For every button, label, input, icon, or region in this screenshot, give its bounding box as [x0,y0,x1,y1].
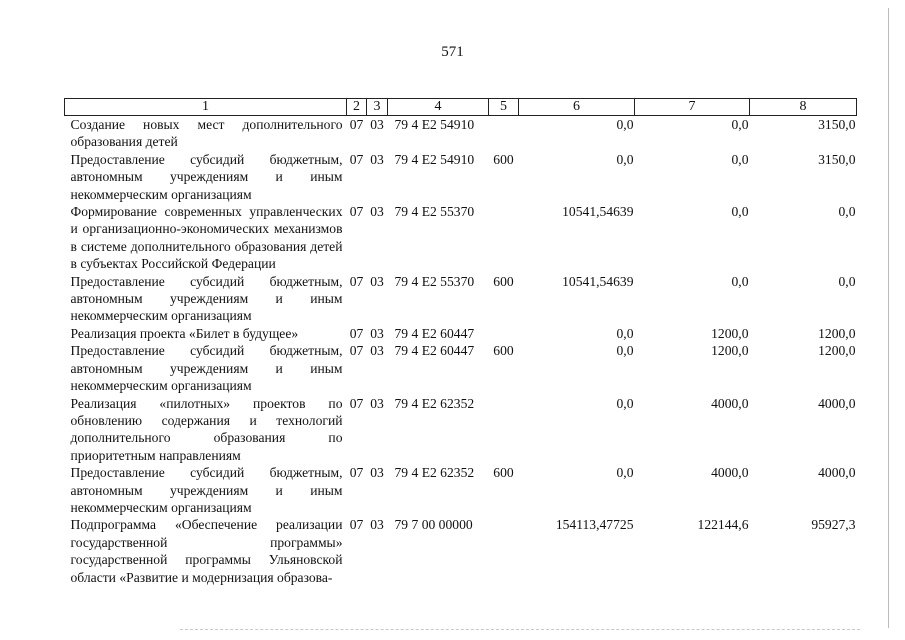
row-expense-type [489,516,519,586]
header-cell-7: 7 [635,99,750,116]
header-cell-1: 1 [65,99,347,116]
row-value-1: 0,0 [616,325,634,341]
row-expense-type [489,116,519,151]
row-name: Создание новых мест дополнительного образования детей [70,117,343,150]
scan-edge-line [888,8,889,628]
budget-table [64,98,857,586]
row-section: 07 [349,325,364,341]
row-target-code: 79 4 E2 55370 [394,204,475,220]
header-cell-5: 5 [489,99,519,116]
row-subsection: 03 [370,343,384,359]
table-row [65,342,857,394]
row-value-2: 0,0 [731,151,749,167]
row-value-1: 10541,54639 [562,273,634,289]
row-value-3: 4000,0 [818,395,856,411]
row-subsection: 03 [370,151,384,167]
row-expense-type: 600 [493,465,514,481]
header-cell-8: 8 [750,99,857,116]
row-value-2: 4000,0 [711,465,749,481]
scan-bottom-line [180,629,860,630]
row-value-3: 3150,0 [818,151,856,167]
row-expense-type: 600 [493,343,514,359]
row-value-2: 0,0 [731,273,749,289]
row-value-3: 3150,0 [818,117,856,132]
row-subsection: 03 [370,395,384,411]
page-number: 571 [441,44,464,60]
row-section: 07 [349,117,364,132]
row-expense-type [489,325,519,342]
row-subsection: 03 [370,465,384,481]
row-value-2: 122144,6 [697,517,749,533]
row-expense-type [489,395,519,465]
row-name: Реализация проекта «Билет в будущее» [70,325,299,341]
row-value-1: 0,0 [616,117,634,132]
row-name: Формирование современных управленческих и организационно-экономических механизмов в системе дополнительного образования детей в субъектах Российской Федерации [70,204,343,272]
header-cell-2: 2 [347,99,367,116]
row-section: 07 [349,273,364,289]
row-target-code: 79 7 00 00000 [394,517,473,533]
row-target-code: 79 4 E2 54910 [394,117,475,132]
row-subsection: 03 [370,273,384,289]
row-subsection: 03 [370,517,384,533]
row-value-3: 95927,3 [811,517,856,533]
row-target-code: 79 4 E2 60447 [394,325,475,341]
row-expense-type [489,203,519,273]
header-cell-6: 6 [519,99,635,116]
table-row [65,325,857,342]
row-value-2: 1200,0 [711,343,749,359]
row-value-3: 1200,0 [818,325,856,341]
row-value-1: 0,0 [616,151,634,167]
row-target-code: 79 4 E2 60447 [394,343,475,359]
table-row [65,395,857,465]
row-subsection: 03 [370,204,384,220]
row-value-2: 1200,0 [711,325,749,341]
row-section: 07 [349,343,364,359]
header-row [65,99,857,116]
row-name: Подпрограмма «Обеспечение реализации государственной программы» государственной программы Ульяновской области «Развитие и модернизация образова- [70,517,343,585]
table-row [65,203,857,273]
row-section: 07 [349,204,364,220]
row-section: 07 [349,517,364,533]
row-value-1: 10541,54639 [562,204,634,220]
row-expense-type: 600 [493,273,514,289]
row-section: 07 [349,465,364,481]
row-value-2: 4000,0 [711,395,749,411]
row-name: Предоставление субсидий бюджетным, автономным учреждениям и иным некоммерческим организациям [70,465,343,515]
row-value-2: 0,0 [731,204,749,220]
row-expense-type: 600 [493,151,514,167]
row-value-2: 0,0 [731,117,749,132]
row-subsection: 03 [370,117,384,132]
row-value-3: 4000,0 [818,465,856,481]
row-name: Предоставление субсидий бюджетным, автономным учреждениям и иным некоммерческим организациям [70,151,343,202]
row-subsection: 03 [370,325,384,341]
table-row [65,116,857,151]
row-value-1: 0,0 [616,465,634,481]
table-row [65,516,857,586]
row-section: 07 [349,395,364,411]
table-row [65,464,857,516]
row-value-1: 0,0 [616,395,634,411]
row-value-3: 0,0 [838,273,856,289]
row-value-1: 0,0 [616,343,634,359]
row-name: Предоставление субсидий бюджетным, автономным учреждениям и иным некоммерческим организациям [70,343,343,394]
table-row [65,273,857,325]
row-name: Реализация «пилотных» проектов по обновлению содержания и технологий дополнительного образования по приоритетным направлениям [70,395,343,463]
header-cell-3: 3 [367,99,388,116]
row-target-code: 79 4 E2 62352 [394,395,475,411]
row-value-3: 0,0 [838,204,856,220]
row-value-3: 1200,0 [818,343,856,359]
row-name: Предоставление субсидий бюджетным, автономным учреждениям и иным некоммерческим организациям [70,273,343,324]
header-cell-4: 4 [388,99,489,116]
row-target-code: 79 4 E2 54910 [394,151,475,167]
row-target-code: 79 4 E2 62352 [394,465,475,481]
row-section: 07 [349,151,364,167]
row-target-code: 79 4 E2 55370 [394,273,475,289]
table-row [65,151,857,203]
row-value-1: 154113,47725 [555,517,634,533]
